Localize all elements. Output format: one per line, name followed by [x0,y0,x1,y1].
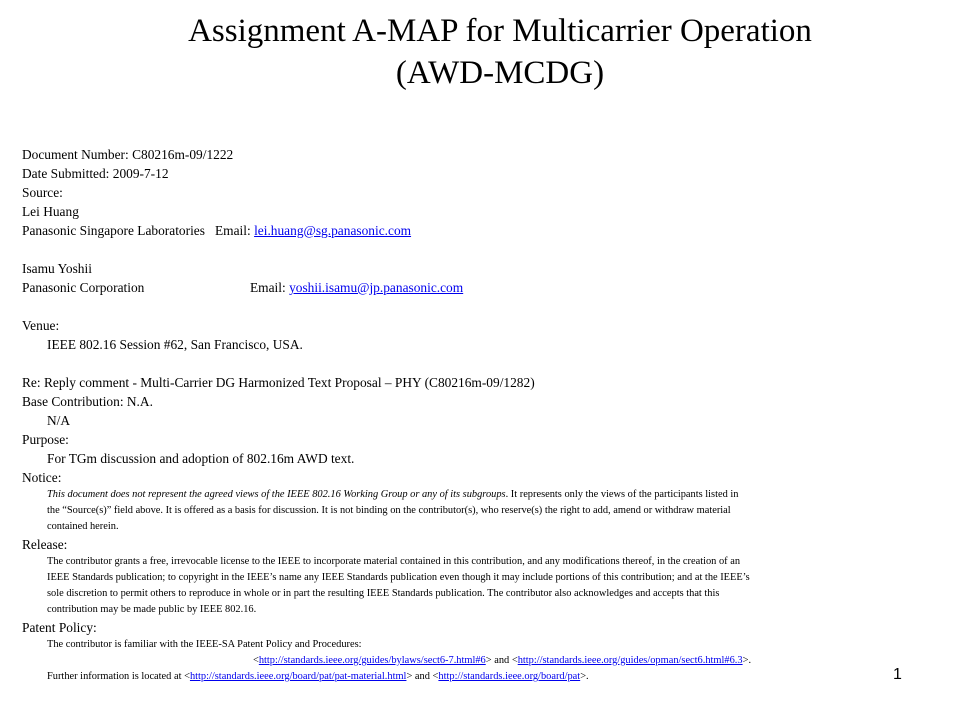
patent-line-1: The contributor is familiar with the IEEE-SA Patent Policy and Procedures: [47,639,362,650]
release-text [22,554,957,618]
notice-line-3: contained herein. [47,521,119,532]
re-line: Re: Reply comment - Multi-Carrier DG Harmonized Text Proposal – PHY (C80216m-09/1282) [22,375,535,390]
opman-link[interactable]: http://standards.ieee.org/guides/opman/sect6.html#6.3 [517,655,743,666]
author1-name: Lei Huang [22,204,79,219]
release-line-3: sole discretion to permit others to reproduce in whole or in part the resulting IEEE Standards publication. The contributor also acknowledges and accepts that this [47,588,720,599]
notice-text [22,487,957,535]
base-contribution-label: Base Contribution: N.A. [22,394,153,409]
document-info [22,145,957,685]
author1-org: Panasonic Singapore Laboratories [22,223,205,238]
slide-title [0,10,960,94]
date-submitted: Date Submitted: 2009-7-12 [22,166,169,181]
pat-material-link[interactable]: http://standards.ieee.org/board/pat/pat-material.html [189,671,407,682]
release-line-4: contribution may be made public by IEEE 802.16. [47,604,257,615]
spacer [22,240,957,259]
base-contribution-value: N/A [47,413,71,428]
document-number: Document Number: C80216m-09/1222 [22,147,234,162]
author2-email-link[interactable]: yoshii.isamu@jp.panasonic.com [289,280,464,295]
author2-name: Isamu Yoshii [22,261,92,276]
spacer [22,297,957,316]
patent-further-line: Further information is located at <http://standards.ieee.org/board/pat/pat-material.html> and <http://standards.ieee.org/board/pat>. [47,671,589,682]
notice-label: Notice: [22,470,62,485]
source-label: Source: [22,185,63,200]
spacer [22,354,957,373]
release-line-2: IEEE Standards publication; to copyright in the IEEE’s name any IEEE Standards publication even though it may include portions of this contribution; and at the IEEE’s [47,572,750,583]
release-line-1: The contributor grants a free, irrevocable license to the IEEE to incorporate material contained in this contribution, and any modifications thereof, in the creation of an [47,556,741,567]
and-text: and [494,655,510,666]
patent-policy-label: Patent Policy: [22,620,97,635]
purpose-label: Purpose: [22,432,69,447]
title-line-1: Assignment A-MAP for Multicarrier Operation [188,13,812,49]
notice-rest: . It represents only the views of the participants listed in [505,489,739,500]
notice-italic: This document does not represent the agreed views of the IEEE 802.16 Working Group or any of its subgroups [47,489,506,500]
patent-policy-text [22,637,957,685]
patent-links-line: <http://standards.ieee.org/guides/bylaws/sect6-7.html#6> and <http://standards.ieee.org/guides/opman/sect6.html#6.3>. [252,655,752,666]
notice-line-2: the “Source(s)” field above. It is offered as a basis for discussion. It is not binding on the contributor(s), who reserve(s) the right to add, amend or withdraw material [47,505,731,516]
author2-line [22,278,957,297]
author1-email-link[interactable]: lei.huang@sg.panasonic.com [254,223,412,238]
bylaws-link[interactable]: http://standards.ieee.org/guides/bylaws/sect6-7.html#6 [258,655,486,666]
page-number: 1 [893,666,902,683]
title-line-2: (AWD-MCDG) [395,55,605,91]
and-text: and [414,671,430,682]
author1-line [22,221,957,240]
board-pat-link[interactable]: http://standards.ieee.org/board/pat [438,671,581,682]
author2-email-label: Email: [250,280,286,295]
purpose-text: For TGm discussion and adoption of 802.16m AWD text. [47,451,355,466]
venue-text: IEEE 802.16 Session #62, San Francisco, USA. [47,337,303,352]
further-info-text: Further information is located at [47,671,182,682]
release-label: Release: [22,537,68,552]
author2-org: Panasonic Corporation [22,280,145,295]
venue-label: Venue: [22,318,60,333]
author1-email-label: Email: [215,223,251,238]
